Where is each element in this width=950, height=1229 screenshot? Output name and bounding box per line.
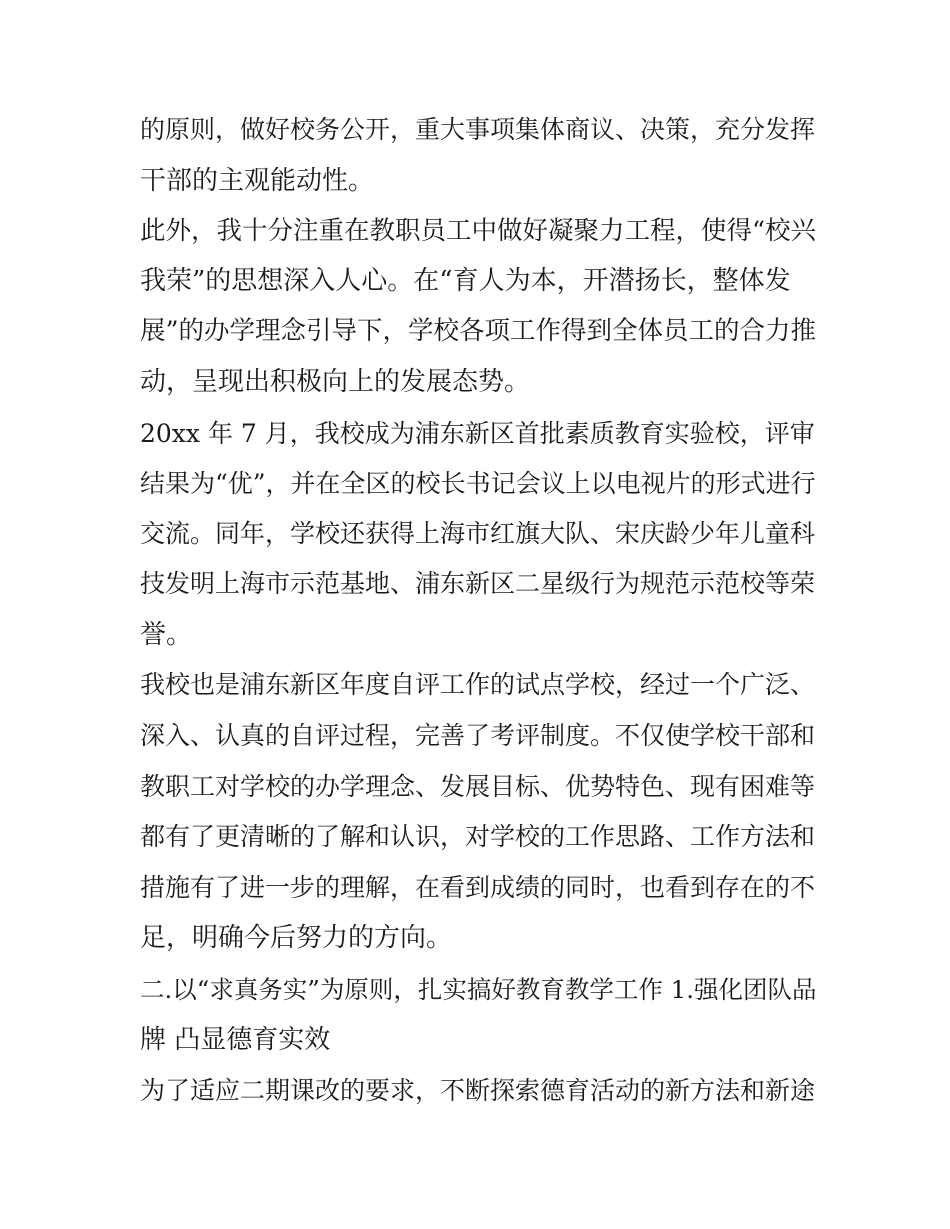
text-line: 都有了更清晰的了解和认识，对学校的工作思路、工作方法和	[140, 822, 816, 851]
text-line: 结果为“优”，并在全区的校长书记会议上以电视片的形式进行	[140, 469, 816, 498]
section-heading: 二.以“求真务实”为原则，扎实搞好教育教学工作 1.强化团队品	[140, 975, 817, 1004]
text-line: 20xx 年 7 月，我校成为浦东新区首批素质教育实验校，评审	[140, 419, 815, 448]
text-line: 我荣”的思想深入人心。在“育人为本，开潜扬长，整体发	[140, 266, 791, 296]
section-heading: 牌 凸显德育实效	[140, 1025, 331, 1055]
text-line: 为了适应二期课改的要求，不断探索德育活动的新方法和新途	[140, 1076, 816, 1105]
text-line: 技发明上海市示范基地、浦东新区二星级行为规范示范校等荣	[140, 569, 816, 598]
text-line: 我校也是浦东新区年度自评工作的试点学校，经过一个广泛、	[140, 670, 816, 699]
text-line: 教职工对学校的办学理念、发展目标、优势特色、现有困难等	[140, 772, 816, 801]
text-line: 动，呈现出积极向上的发展态势。	[140, 367, 531, 397]
text-line: 措施有了进一步的理解，在看到成绩的同时，也看到存在的不	[140, 873, 816, 902]
text-line: 足，明确今后努力的方向。	[140, 923, 453, 953]
text-line: 誉。	[140, 620, 193, 650]
text-line: 展”的办学理念引导下，学校各项工作得到全体员工的合力推	[140, 316, 817, 346]
text-line: 深入、认真的自评过程，完善了考评制度。不仅使学校干部和	[140, 721, 816, 750]
text-line: 干部的主观能动性。	[140, 166, 375, 196]
text-line: 交流。同年，学校还获得上海市红旗大队、宋庆龄少年儿童科	[140, 519, 816, 548]
text-line: 的原则，做好校务公开，重大事项集体商议、决策，充分发挥	[140, 115, 816, 144]
text-line: 此外，我十分注重在教职员工中做好凝聚力工程，使得“校兴	[140, 216, 817, 246]
